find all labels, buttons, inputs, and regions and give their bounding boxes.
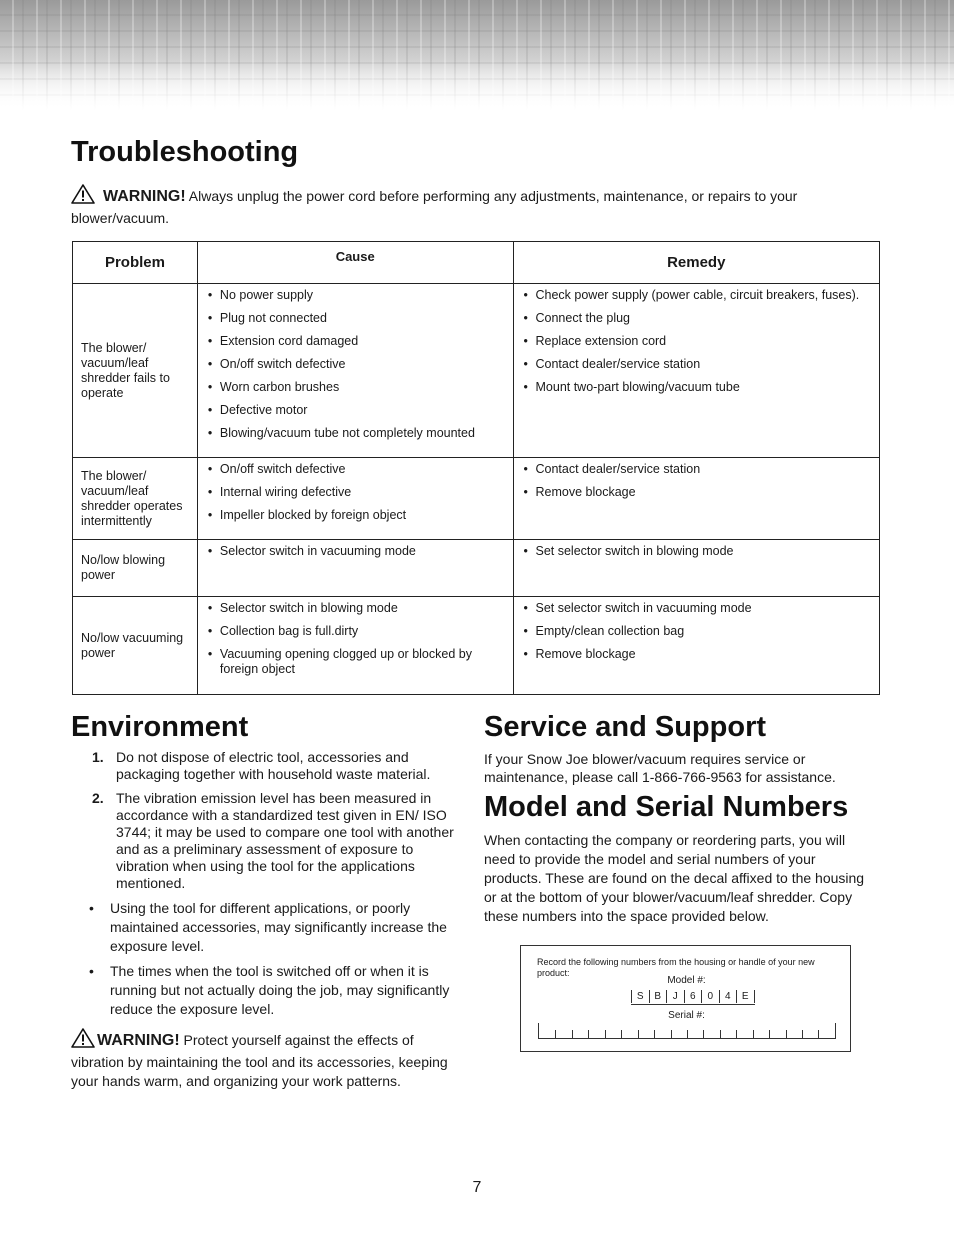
list-item: • Check power supply (power cable, circuit breakers, fuses). [524,288,872,303]
troubleshooting-title: Troubleshooting [71,136,299,168]
cause-cell [197,597,513,695]
troubleshooting-warning [71,184,871,228]
remedy-list [524,601,872,662]
list-item: • Blowing/vacuum tube not completely mounted [208,426,505,441]
remedy-cell [513,458,880,540]
list-item [71,790,461,892]
list-item: • Extension cord damaged [208,334,505,349]
warning-label: WARNING! [97,1032,180,1049]
list-item: • No power supply [208,288,505,303]
environment-title: Environment [71,711,249,743]
cause-list [208,601,505,677]
environment-warning [71,1028,463,1091]
warning-triangle-icon [71,1028,95,1053]
model-char-box: S [631,990,649,1003]
list-item: • Selector switch in vacuuming mode [208,544,505,559]
model-serial-title: Model and Serial Numbers [484,791,849,823]
warning-triangle-icon [71,184,95,209]
page-number: 7 [472,1179,482,1196]
serial-char-box[interactable] [572,1023,588,1038]
list-item: • Connect the plug [524,311,872,326]
warning-label: WARNING! [103,188,186,205]
list-item: • Empty/clean collection bag [524,624,872,639]
service-title: Service and Support [484,711,767,743]
list-item: • Contact dealer/service station [524,357,872,372]
list-item: • Using the tool for different applications, or poorly maintained accessories, may significantly increase the exposure level. [71,899,461,956]
model-number-boxes [631,990,755,1005]
serial-char-box[interactable] [538,1023,555,1038]
list-item: • Replace extension cord [524,334,872,349]
model-number-label: Model #: [667,975,706,986]
table-row [73,458,880,540]
header-problem: Problem [73,242,198,284]
table-header-row [73,242,880,284]
troubleshooting-table [72,241,880,695]
model-char-box: B [649,990,667,1003]
model-char-box: 6 [684,990,702,1003]
list-item: • Remove blockage [524,485,872,500]
remedy-list [524,462,872,500]
remedy-cell [513,284,880,458]
serial-char-box[interactable] [786,1023,802,1038]
record-numbers-box [520,945,851,1052]
serial-char-box[interactable] [687,1023,703,1038]
list-number: 1. [92,749,104,765]
serial-char-box[interactable] [753,1023,769,1038]
list-number: 2. [92,790,104,806]
list-item: • Set selector switch in vacuuming mode [524,601,872,616]
serial-char-box[interactable] [818,1023,835,1038]
cause-cell [197,284,513,458]
list-item: • Mount two-part blowing/vacuum tube [524,380,872,395]
model-char-box: 4 [719,990,737,1003]
list-item: • The times when the tool is switched off or when it is running but not actually doing the job, may significantly reduce the exposure level. [71,962,461,1019]
list-item: • Impeller blocked by foreign object [208,508,505,523]
serial-char-box[interactable] [638,1023,654,1038]
remedy-cell [513,597,880,695]
list-item: • Defective motor [208,403,505,418]
serial-char-box[interactable] [555,1023,571,1038]
list-item: • On/off switch defective [208,357,505,372]
list-item [71,749,461,783]
list-item-text: Do not dispose of electric tool, accessories and packaging together with household waste material. [116,749,431,782]
problem-cell: The blower/ vacuum/leaf shredder operates intermittently [73,458,198,540]
cause-cell [197,458,513,540]
header-remedy: Remedy [513,242,880,284]
list-item: • Contact dealer/service station [524,462,872,477]
serial-char-box[interactable] [671,1023,687,1038]
serial-number-label: Serial #: [668,1010,705,1021]
warning-text: Always unplug the power cord before performing any adjustments, maintenance, or repairs to your blower/vacuum. [71,188,798,226]
remedy-list [524,288,872,395]
environment-numbered-list [71,749,461,899]
cause-cell [197,540,513,597]
model-char-box: 0 [701,990,719,1003]
model-char-box: J [666,990,684,1003]
serial-char-box[interactable] [703,1023,719,1038]
serial-char-box[interactable] [720,1023,736,1038]
table-row [73,284,880,458]
environment-bullet-list [71,899,461,1025]
list-item: • Collection bag is full.dirty [208,624,505,639]
serial-char-box[interactable] [736,1023,752,1038]
list-item: • Remove blockage [524,647,872,662]
header-banner-fade [0,60,954,110]
list-item: • Internal wiring defective [208,485,505,500]
record-instructions: Record the following numbers from the housing or handle of your new product: [537,957,815,978]
list-item: • Vacuuming opening clogged up or blocked by foreign object [208,647,505,677]
table-row [73,597,880,695]
model-char-box: E [736,990,755,1003]
serial-char-box[interactable] [621,1023,637,1038]
table-row [73,540,880,597]
cause-list [208,544,505,559]
list-item: • Set selector switch in blowing mode [524,544,872,559]
problem-cell: The blower/ vacuum/leaf shredder fails to operate [73,284,198,458]
serial-char-box[interactable] [588,1023,604,1038]
service-text: If your Snow Joe blower/vacuum requires service or maintenance, please call 1-866-766-9563 for assistance. [484,751,836,785]
list-item: • On/off switch defective [208,462,505,477]
list-item-text: The vibration emission level has been measured in accordance with a standardized test given in EN/ ISO 3744; it may be used to compare one tool with another and as a preliminary assessment of exposure to vibration when using the tool for the applications mentioned. [116,790,454,891]
problem-cell: No/low blowing power [73,540,198,597]
remedy-cell [513,540,880,597]
serial-char-box[interactable] [802,1023,818,1038]
problem-cell: No/low vacuuming power [73,597,198,695]
cause-list [208,288,505,441]
serial-char-box[interactable] [654,1023,670,1038]
serial-char-box[interactable] [605,1023,621,1038]
cause-list [208,462,505,523]
model-serial-text: When contacting the company or reordering parts, you will need to provide the model and serial numbers of your products. These are found on the decal affixed to the housing or at the bottom of your blower/vacuum/leaf shredder. Copy these numbers into the space provided below. [484,832,865,924]
warning-text: Protect yourself against the effects of vibration by maintaining the tool and its accessories, keeping your hands warm, and organizing your work patterns. [71,1032,448,1089]
serial-number-boxes[interactable] [538,1023,836,1039]
header-cause: Cause [197,242,513,284]
list-item: • Plug not connected [208,311,505,326]
remedy-list [524,544,872,559]
serial-char-box[interactable] [769,1023,785,1038]
list-item: • Worn carbon brushes [208,380,505,395]
list-item: • Selector switch in blowing mode [208,601,505,616]
